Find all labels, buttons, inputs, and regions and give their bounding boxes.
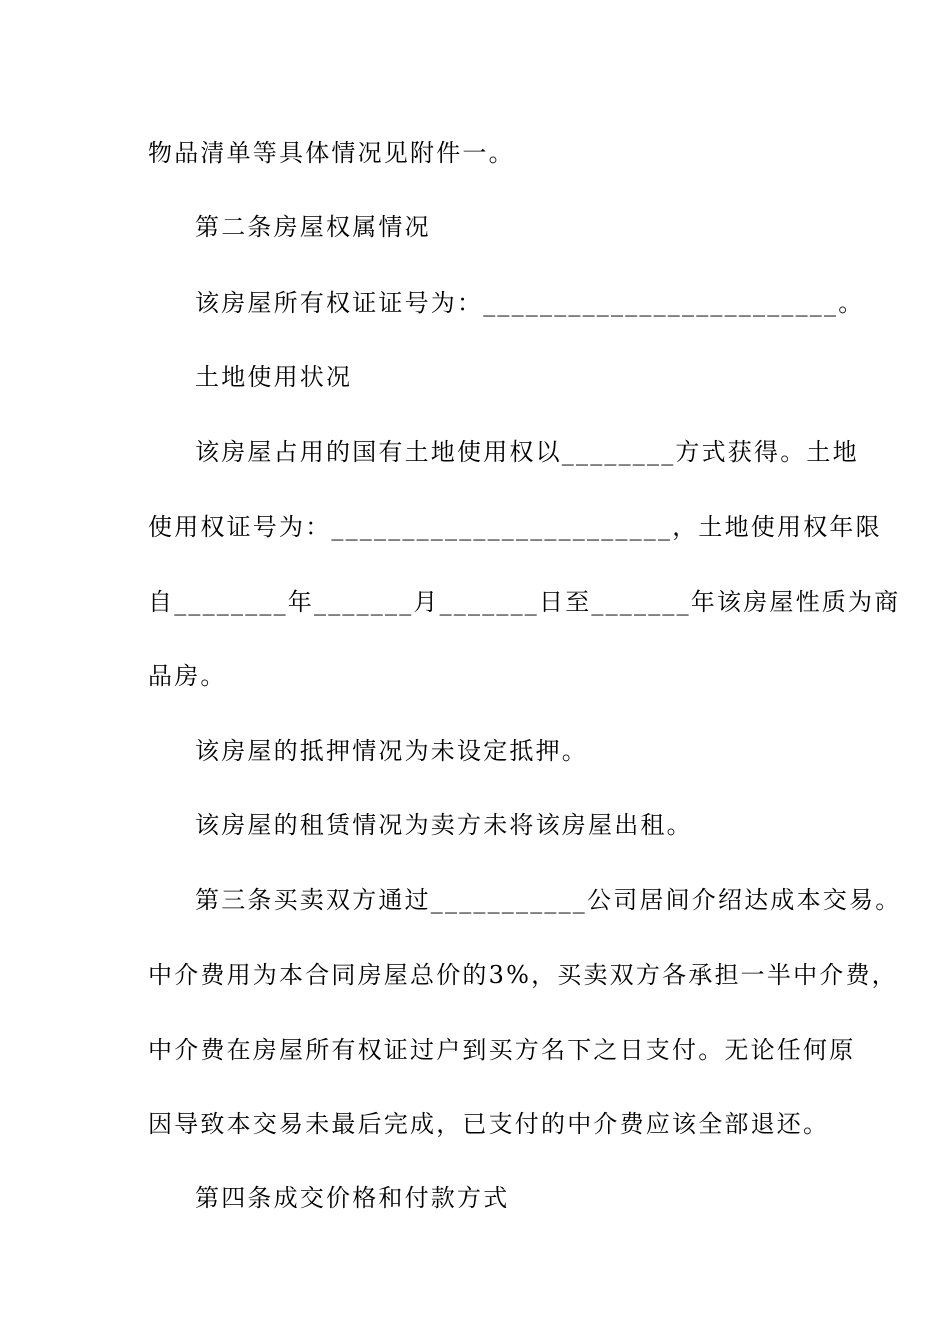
text-line-lease: 该房屋的租赁情况为卖方未将该房屋出租。 xyxy=(195,811,693,839)
text-line-mortgage: 该房屋的抵押情况为未设定抵押。 xyxy=(195,737,588,765)
section-heading-agency: 第三条买卖双方通过___________公司居间介绍达成本交易。 xyxy=(195,886,902,914)
text-line-fee-refund: 因导致本交易未最后完成，已支付的中介费应该全部退还。 xyxy=(148,1110,830,1138)
section-heading-ownership: 第二条房屋权属情况 xyxy=(195,213,431,241)
text-line-property-type: 品房。 xyxy=(148,662,227,690)
text-line-agency-fee: 中介费用为本合同房屋总价的3%，买卖双方各承担一半中介费， xyxy=(148,961,898,989)
subheading-land-use: 土地使用状况 xyxy=(195,363,353,391)
text-line-attachment-note: 物品清单等具体情况见附件一。 xyxy=(148,139,515,167)
text-line-fee-payment: 中介费在房屋所有权证过户到买方名下之日支付。无论任何原 xyxy=(148,1036,856,1064)
section-heading-price-payment: 第四条成交价格和付款方式 xyxy=(195,1184,510,1212)
text-line-land-term: 自________年_______月_______日至_______年该房屋性质为商 xyxy=(148,588,901,616)
text-line-land-certificate: 使用权证号为：________________________，土地使用权年限 xyxy=(148,513,882,541)
text-line-land-acquisition: 该房屋占用的国有土地使用权以________方式获得。土地 xyxy=(195,438,859,466)
text-line-certificate-number: 该房屋所有权证证号为：_________________________。 xyxy=(195,289,865,317)
